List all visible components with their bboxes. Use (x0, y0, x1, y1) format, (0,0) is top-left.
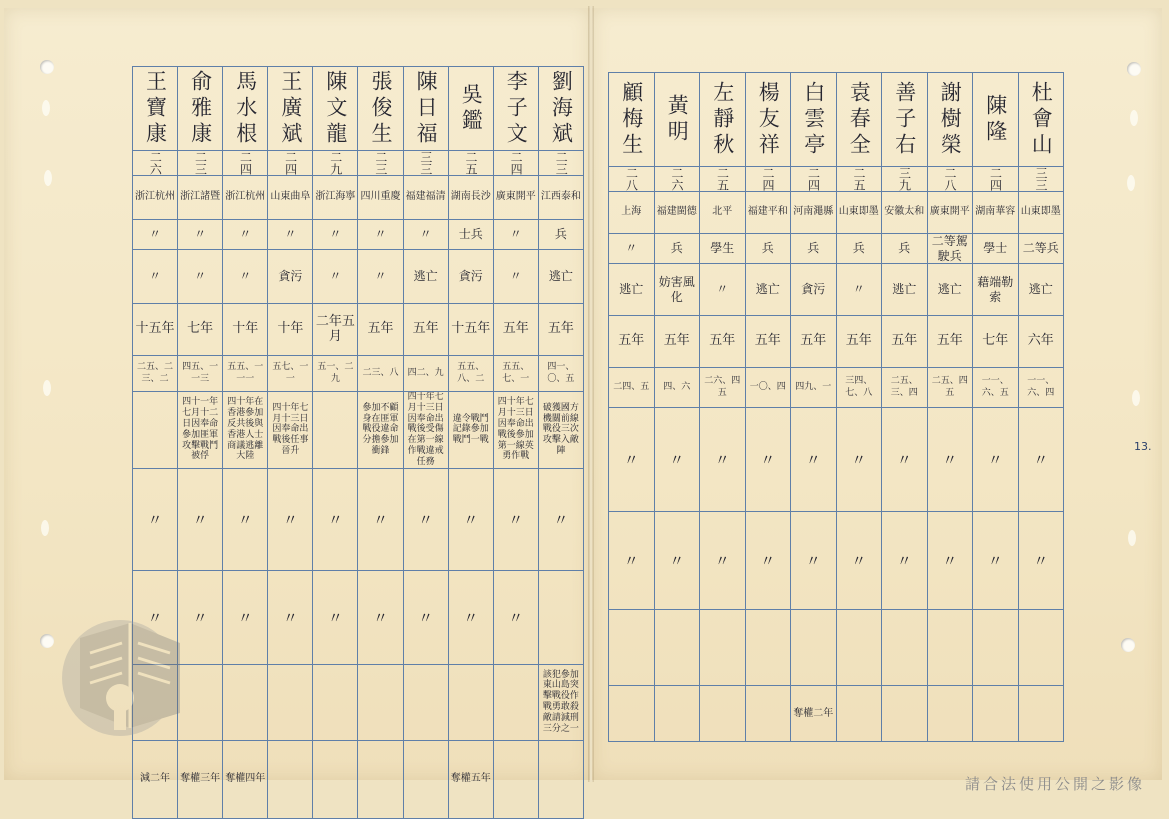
cell-occupation: 兵 (882, 234, 928, 264)
cell-reason: 四十年七月十三日因奉命出戰後受傷在第一線作戰違戒任務 (403, 392, 448, 469)
cell-offense: 〃 (313, 250, 358, 304)
cell-offense: 〃 (223, 250, 268, 304)
cell-col11: 〃 (223, 468, 268, 570)
band-date (133, 356, 584, 392)
cell-remark (268, 740, 313, 818)
cell-remark: 奪權三年 (178, 740, 223, 818)
cell-reason: 〃 (791, 408, 837, 512)
cell-sentence: 五年 (836, 316, 882, 368)
cell-col13 (223, 664, 268, 740)
cell-col11: 〃 (178, 468, 223, 570)
cell-origin: 湖南長沙 (448, 176, 493, 220)
cell-blank (745, 610, 791, 686)
cell-origin: 浙江諸暨 (178, 176, 223, 220)
paper-tear (42, 100, 50, 116)
watermark: 請合法使用公開之影像 (965, 775, 1146, 793)
cell-col12: 〃 (448, 570, 493, 664)
cell-sentence: 七年 (973, 316, 1019, 368)
cell-offense: 逃亡 (882, 264, 928, 316)
cell-date: 二三、八 (358, 356, 403, 392)
cell-col11: 〃 (836, 512, 882, 610)
band-remark (133, 740, 584, 818)
cell-sentence: 五年 (700, 316, 746, 368)
cell-occupation: 兵 (836, 234, 882, 264)
cell-origin: 福建福清 (403, 176, 448, 220)
cell-occupation: 〃 (358, 220, 403, 250)
cell-date: 五五、七、一 (493, 356, 538, 392)
band-sentence (609, 316, 1064, 368)
cell-age: 三三 (403, 151, 448, 176)
cell-occupation: 〃 (133, 220, 178, 250)
cell-reason: 〃 (927, 408, 973, 512)
cell-offense: 逃亡 (403, 250, 448, 304)
cell-occupation: 二等兵 (1018, 234, 1064, 264)
cell-col11: 〃 (448, 468, 493, 570)
paper-tear (43, 380, 51, 396)
cell-reason: 四十年在香港參加反共後與香港人士商議逃離大陸 (223, 392, 268, 469)
cell-reason (313, 392, 358, 469)
band-reason (133, 392, 584, 469)
cell-sentence: 五年 (493, 304, 538, 356)
cell-sentence: 七年 (178, 304, 223, 356)
cell-remark: 奪權五年 (448, 740, 493, 818)
cell-sentence: 十五年 (133, 304, 178, 356)
archive-logo-icon (60, 598, 210, 743)
cell-date: 一〇、四 (745, 368, 791, 408)
cell-occupation: 兵 (745, 234, 791, 264)
cell-date: 二五、二三、二 (133, 356, 178, 392)
cell-remark (745, 686, 791, 742)
cell-name: 馬水根 (223, 67, 268, 151)
binder-hole (40, 634, 54, 648)
cell-remark (836, 686, 882, 742)
cell-age: 二八 (927, 167, 973, 192)
cell-col13 (313, 664, 358, 740)
cell-date: 一一、六、四 (1018, 368, 1064, 408)
cell-name: 左靜秋 (700, 73, 746, 167)
cell-offense: 〃 (178, 250, 223, 304)
cell-offense: 貪污 (448, 250, 493, 304)
cell-occupation: 〃 (223, 220, 268, 250)
cell-occupation: 〃 (609, 234, 655, 264)
cell-origin: 福建平和 (745, 192, 791, 234)
cell-offense: 〃 (133, 250, 178, 304)
cell-reason: 〃 (700, 408, 746, 512)
cell-name: 張俊生 (358, 67, 403, 151)
cell-remark (493, 740, 538, 818)
cell-origin: 上海 (609, 192, 655, 234)
cell-sentence: 五年 (403, 304, 448, 356)
cell-reason: 〃 (609, 408, 655, 512)
cell-offense: 〃 (493, 250, 538, 304)
cell-reason (133, 392, 178, 469)
cell-age: 二三 (358, 151, 403, 176)
cell-origin: 江西泰和 (538, 176, 583, 220)
cell-age: 二三 (178, 151, 223, 176)
cell-date: 四九、一 (791, 368, 837, 408)
cell-occupation: 〃 (403, 220, 448, 250)
cell-remark (927, 686, 973, 742)
cell-offense: 逃亡 (927, 264, 973, 316)
cell-age: 三九 (882, 167, 928, 192)
cell-col12: 〃 (358, 570, 403, 664)
cell-col12: 〃 (178, 570, 223, 664)
cell-offense: 逃亡 (745, 264, 791, 316)
binder-hole (1127, 62, 1141, 76)
cell-origin: 福建閩德 (654, 192, 700, 234)
cell-name: 劉海斌 (538, 67, 583, 151)
cell-col12: 〃 (403, 570, 448, 664)
band-blank (609, 610, 1064, 686)
cell-remark (1018, 686, 1064, 742)
cell-col13 (493, 664, 538, 740)
cell-sentence: 五年 (358, 304, 403, 356)
band-remark (609, 686, 1064, 742)
cell-occupation: 〃 (313, 220, 358, 250)
cell-blank (700, 610, 746, 686)
cell-col11: 〃 (403, 468, 448, 570)
cell-occupation: 〃 (268, 220, 313, 250)
band-sentence (133, 304, 584, 356)
cell-origin: 廣東開平 (493, 176, 538, 220)
cell-reason: 四十年七月十三日因奉命出戰後參加第一線英勇作戰 (493, 392, 538, 469)
paper-tear (1128, 530, 1136, 546)
cell-offense: 妨害風化 (654, 264, 700, 316)
cell-sentence: 六年 (1018, 316, 1064, 368)
cell-offense: 〃 (700, 264, 746, 316)
cell-blank (927, 610, 973, 686)
cell-age: 二四 (223, 151, 268, 176)
cell-origin: 浙江杭州 (223, 176, 268, 220)
binder-hole (40, 60, 54, 74)
cell-col11: 〃 (358, 468, 403, 570)
cell-blank (654, 610, 700, 686)
cell-name: 白雲亭 (791, 73, 837, 167)
cell-remark (882, 686, 928, 742)
cell-age: 二五 (700, 167, 746, 192)
cell-remark (654, 686, 700, 742)
cell-origin: 山東曲阜 (268, 176, 313, 220)
cell-age: 二四 (745, 167, 791, 192)
cell-origin: 山東即墨 (1018, 192, 1064, 234)
cell-origin: 四川重慶 (358, 176, 403, 220)
paper-tear (44, 170, 52, 186)
cell-occupation: 二等駕駛兵 (927, 234, 973, 264)
cell-name: 顧梅生 (609, 73, 655, 167)
cell-name: 俞雅康 (178, 67, 223, 151)
cell-age: 三三 (1018, 167, 1064, 192)
cell-col12 (538, 570, 583, 664)
cell-col11: 〃 (654, 512, 700, 610)
page-number: 13. (1134, 440, 1152, 453)
cell-sentence: 十年 (223, 304, 268, 356)
cell-age: 二四 (973, 167, 1019, 192)
cell-occupation: 兵 (791, 234, 837, 264)
cell-reason: 〃 (836, 408, 882, 512)
cell-offense: 藉端勒索 (973, 264, 1019, 316)
band-origin (609, 192, 1064, 234)
paper-tear (41, 520, 49, 536)
cell-sentence: 二年五月 (313, 304, 358, 356)
cell-col11: 〃 (609, 512, 655, 610)
cell-col11: 〃 (538, 468, 583, 570)
cell-date: 二六、四五 (700, 368, 746, 408)
cell-name: 王廣斌 (268, 67, 313, 151)
cell-blank (609, 610, 655, 686)
paper-tear (1130, 110, 1138, 126)
cell-date: 四二、九 (403, 356, 448, 392)
cell-age: 二九 (313, 151, 358, 176)
cell-offense: 逃亡 (538, 250, 583, 304)
cell-date: 二五、四五 (927, 368, 973, 408)
cell-age: 二四 (791, 167, 837, 192)
cell-age: 二八 (609, 167, 655, 192)
cell-blank (973, 610, 1019, 686)
cell-sentence: 五年 (791, 316, 837, 368)
cell-remark (313, 740, 358, 818)
cell-date: 五五、八、二 (448, 356, 493, 392)
cell-age: 二六 (133, 151, 178, 176)
band-occupation (133, 220, 584, 250)
cell-offense: 逃亡 (609, 264, 655, 316)
cell-remark (403, 740, 448, 818)
cell-blank (1018, 610, 1064, 686)
band-offense (609, 264, 1064, 316)
cell-col11: 〃 (882, 512, 928, 610)
cell-remark (609, 686, 655, 742)
cell-sentence: 五年 (927, 316, 973, 368)
cell-origin: 廣東開平 (927, 192, 973, 234)
cell-offense: 〃 (836, 264, 882, 316)
cell-sentence: 五年 (882, 316, 928, 368)
cell-date: 二四、五 (609, 368, 655, 408)
cell-date: 三四、七、八 (836, 368, 882, 408)
cell-name: 杜會山 (1018, 73, 1064, 167)
cell-col13 (268, 664, 313, 740)
cell-age: 二四 (493, 151, 538, 176)
cell-origin: 河南澠縣 (791, 192, 837, 234)
band-name (609, 73, 1064, 167)
cell-name: 袁春全 (836, 73, 882, 167)
cell-name: 陳日福 (403, 67, 448, 151)
cell-origin: 湖南華容 (973, 192, 1019, 234)
cell-occupation: 〃 (493, 220, 538, 250)
cell-remark (358, 740, 403, 818)
cell-age: 二五 (448, 151, 493, 176)
cell-age: 二四 (268, 151, 313, 176)
cell-date: 五七、一一 (268, 356, 313, 392)
cell-col12: 〃 (133, 570, 178, 664)
cell-name: 李子文 (493, 67, 538, 151)
cell-occupation: 兵 (654, 234, 700, 264)
cell-name: 吳鑑 (448, 67, 493, 151)
cell-offense: 貪污 (268, 250, 313, 304)
cell-blank (836, 610, 882, 686)
cell-sentence: 五年 (745, 316, 791, 368)
cell-age: 二三 (538, 151, 583, 176)
cell-col12: 〃 (223, 570, 268, 664)
cell-date: 四一、〇、五 (538, 356, 583, 392)
cell-blank (791, 610, 837, 686)
cell-reason: 〃 (654, 408, 700, 512)
cell-remark (538, 740, 583, 818)
cell-date: 四五、一一三 (178, 356, 223, 392)
band-origin (133, 176, 584, 220)
cell-reason: 四十年七月十三日因奉命出戰後任事晉升 (268, 392, 313, 469)
band-occupation (609, 234, 1064, 264)
cell-col11: 〃 (133, 468, 178, 570)
page-fold (588, 6, 594, 782)
band-age (609, 167, 1064, 192)
cell-col11: 〃 (493, 468, 538, 570)
cell-col11: 〃 (268, 468, 313, 570)
cell-col11: 〃 (1018, 512, 1064, 610)
cell-col13 (358, 664, 403, 740)
band-name (133, 67, 584, 151)
band-date (609, 368, 1064, 408)
cell-occupation: 兵 (538, 220, 583, 250)
cell-date: 五一、二九 (313, 356, 358, 392)
cell-col11: 〃 (313, 468, 358, 570)
cell-date: 五五、一一一 (223, 356, 268, 392)
cell-col13: 該犯參加東山島突擊戰役作戰勇敢殺敵請減刑三分之一 (538, 664, 583, 740)
cell-sentence: 五年 (654, 316, 700, 368)
cell-col11: 〃 (791, 512, 837, 610)
cell-occupation: 學士 (973, 234, 1019, 264)
cell-offense: 逃亡 (1018, 264, 1064, 316)
paper-tear (1132, 390, 1140, 406)
cell-col11: 〃 (927, 512, 973, 610)
cell-occupation: 〃 (178, 220, 223, 250)
cell-remark (700, 686, 746, 742)
cell-date: 一一、六、五 (973, 368, 1019, 408)
cell-name: 善子右 (882, 73, 928, 167)
paper-tear (1127, 175, 1135, 191)
cell-col11: 〃 (700, 512, 746, 610)
cell-reason: 〃 (745, 408, 791, 512)
cell-col13 (403, 664, 448, 740)
cell-sentence: 五年 (538, 304, 583, 356)
binder-hole (1121, 638, 1135, 652)
cell-sentence: 十年 (268, 304, 313, 356)
cell-offense: 貪污 (791, 264, 837, 316)
cell-remark: 奪權二年 (791, 686, 837, 742)
band-col11 (133, 468, 584, 570)
cell-sentence: 五年 (609, 316, 655, 368)
cell-blank (882, 610, 928, 686)
cell-name: 謝樹榮 (927, 73, 973, 167)
cell-col12: 〃 (313, 570, 358, 664)
cell-origin: 安徽太和 (882, 192, 928, 234)
cell-col13 (448, 664, 493, 740)
cell-occupation: 士兵 (448, 220, 493, 250)
band-col11 (609, 512, 1064, 610)
band-reason (609, 408, 1064, 512)
cell-reason: 〃 (882, 408, 928, 512)
cell-reason: 〃 (1018, 408, 1064, 512)
cell-occupation: 學生 (700, 234, 746, 264)
cell-reason: 參加不顧身在匪軍戰役違命分擔參加衝鋒 (358, 392, 403, 469)
cell-col12: 〃 (268, 570, 313, 664)
cell-origin: 浙江海寧 (313, 176, 358, 220)
cell-sentence: 十五年 (448, 304, 493, 356)
cell-remark: 奪權四年 (223, 740, 268, 818)
cell-name: 黃明 (654, 73, 700, 167)
cell-age: 二六 (654, 167, 700, 192)
cell-date: 二五、三、四 (882, 368, 928, 408)
cell-name: 陳隆 (973, 73, 1019, 167)
cell-offense: 〃 (358, 250, 403, 304)
cell-age: 二五 (836, 167, 882, 192)
cell-reason: 違令戰鬥記錄參加戰鬥一戰 (448, 392, 493, 469)
cell-name: 楊友祥 (745, 73, 791, 167)
cell-reason: 〃 (973, 408, 1019, 512)
cell-date: 四、六 (654, 368, 700, 408)
right-roster-table (608, 72, 1064, 742)
cell-remark (973, 686, 1019, 742)
cell-reason: 破獲國方機關前線戰役三次攻擊入敵陣 (538, 392, 583, 469)
cell-remark: 減二年 (133, 740, 178, 818)
cell-name: 王寶康 (133, 67, 178, 151)
cell-origin: 北平 (700, 192, 746, 234)
cell-origin: 山東即墨 (836, 192, 882, 234)
band-age (133, 151, 584, 176)
cell-reason: 四十一年七月十二日因奉命參加匪軍攻擊戰鬥被俘 (178, 392, 223, 469)
cell-col12: 〃 (493, 570, 538, 664)
cell-origin: 浙江杭州 (133, 176, 178, 220)
cell-name: 陳文龍 (313, 67, 358, 151)
band-offense (133, 250, 584, 304)
cell-col11: 〃 (745, 512, 791, 610)
cell-col11: 〃 (973, 512, 1019, 610)
